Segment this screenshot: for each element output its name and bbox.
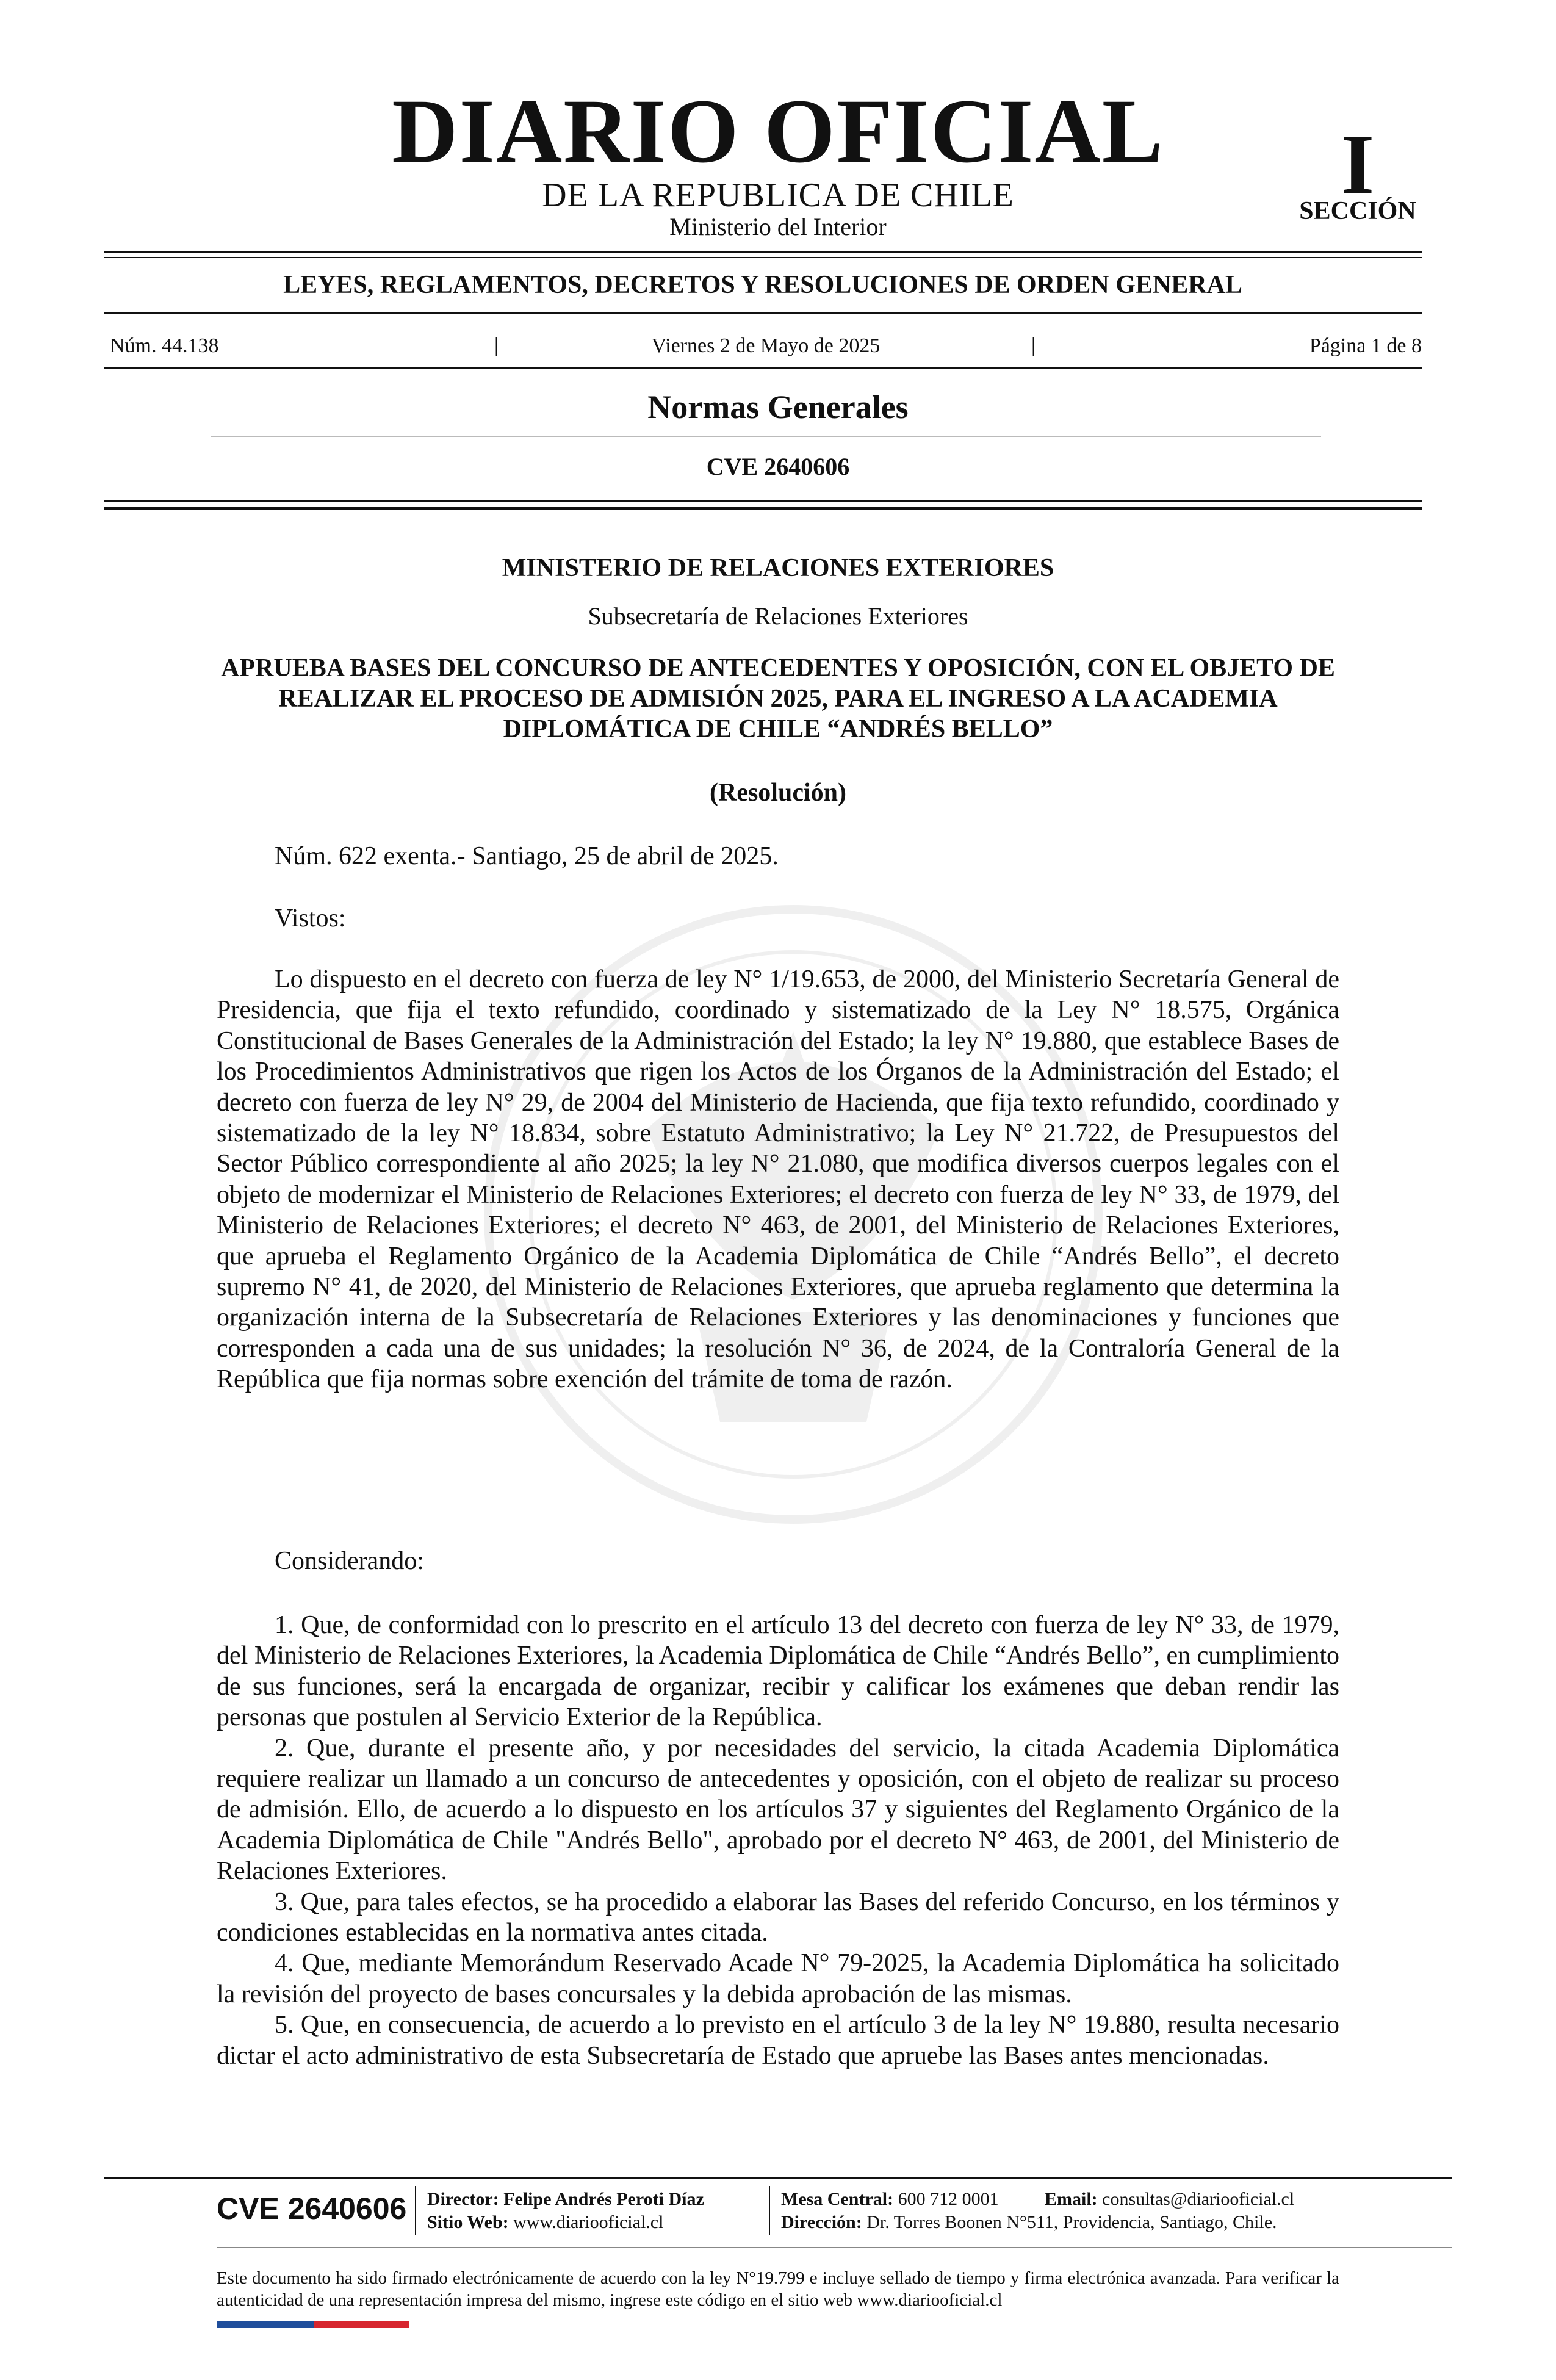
section-numeral: I	[1341, 117, 1375, 212]
considerandos-list	[217, 1610, 1339, 2071]
address-text: Dr. Torres Boonen N°511, Providencia, Santiago, Chile.	[866, 2212, 1277, 2232]
vistos-section-label	[217, 903, 1339, 934]
mesa-phone: 600 712 0001	[898, 2189, 999, 2209]
section-heading-underline	[211, 436, 1321, 437]
email-label: Email:	[1045, 2189, 1098, 2209]
considerando-item: 5. Que, en consecuencia, de acuerdo a lo previsto en el artículo 3 de la ley N° 19.880, resulta necesario dictar el acto administrativo de esta Subsecretaría de Estado que apruebe las Bases antes mencionadas.	[217, 2011, 1339, 2070]
footer-separator	[415, 2186, 416, 2235]
issue-date: Viernes 2 de Mayo de 2025	[651, 334, 881, 357]
category-divider	[104, 312, 1422, 314]
issue-divider	[104, 367, 1422, 369]
footer-email-block	[1045, 2188, 1294, 2211]
vistos-paragraph	[217, 964, 1339, 1395]
masthead-title: DIARIO OFICIAL	[392, 81, 1164, 182]
footer-separator	[769, 2186, 770, 2235]
address-label: Dirección:	[781, 2212, 862, 2232]
vistos-label: Vistos:	[275, 904, 346, 932]
considerando-label: Considerando:	[275, 1547, 424, 1575]
issue-info-row	[110, 336, 1422, 358]
ministry-name: MINISTERIO DE RELACIONES EXTERIORES	[502, 554, 1054, 582]
footer-divider	[217, 2247, 1452, 2248]
document-title: APRUEBA BASES DEL CONCURSO DE ANTECEDENTES Y OPOSICIÓN, CON EL OBJETO DE REALIZAR EL PROCESO DE ADMISIÓN 2025, PARA EL INGRESO A LA ACADEMIA DIPLOMÁTICA DE CHILE “ANDRÉS BELLO”	[221, 654, 1335, 743]
considerando-item: 3. Que, para tales efectos, se ha procedido a elaborar las Bases del referido Concurso, en los términos y condiciones establecidas en la normativa antes citada.	[217, 1888, 1339, 1947]
header-divider	[104, 507, 1422, 510]
website-label: Sitio Web:	[427, 2212, 509, 2232]
issue-separator: |	[1031, 334, 1036, 357]
vistos-text: Lo dispuesto en el decreto con fuerza de ley N° 1/19.653, de 2000, del Ministerio Secretaría General de Presidencia, que fija el texto refundido, coordinado y sistematizado de la Ley N° 18.575, Orgánica Constitucional de Bases Generales de la Administración del Estado; la ley N° 19.880, que establece Bases de los Procedimientos Administrativos que rigen los Actos de los Órganos de la Administración del Estado; el decreto con fuerza de ley N° 29, de 2004 del Ministerio de Hacienda, que fija texto refundido, coordinado y sistematizado de la ley N° 18.834, sobre Estatuto Administrativo; la Ley N° 21.722, de Presupuestos del Sector Público correspondiente al año 2025; la ley N° 21.080, que modifica diversos cuerpos legales con el objeto de modernizar el Ministerio de Relaciones Exteriores; el decreto con fuerza de ley N° 33, de 1979, del Ministerio de Relaciones Exteriores; el decreto N° 463, de 2001, del Ministerio de Relaciones Exteriores, que aprueba el Reglamento Orgánico de la Academia Diplomática de Chile “Andrés Bello”, el decreto supremo N° 41, de 2020, del Ministerio de Relaciones Exteriores, que aprueba reglamento que determina la organización interna de la Subsecretaría de Relaciones Exteriores y las denominaciones y funciones que corresponden a cada una de sus unidades; la resolución N° 36, de 2024, de la Contraloría General de la República que fija normas sobre exención del trámite de toma de razón.	[217, 965, 1339, 1394]
director-name: Felipe Andrés Peroti Díaz	[503, 2189, 704, 2209]
section-label: SECCIÓN	[1299, 197, 1416, 225]
masthead-ministry: Ministerio del Interior	[669, 213, 887, 240]
flag-stripe-red	[314, 2321, 409, 2328]
category-heading: LEYES, REGLAMENTOS, DECRETOS Y RESOLUCIONES DE ORDEN GENERAL	[283, 271, 1242, 299]
footer-cve-code: CVE 2640606	[217, 2191, 407, 2226]
flag-stripe-blue	[217, 2321, 314, 2328]
mesa-label: Mesa Central:	[781, 2189, 894, 2209]
footer-divider	[104, 2177, 1452, 2179]
section-heading: Normas Generales	[647, 389, 909, 425]
resolution-number-line	[217, 841, 1339, 871]
issue-number: Núm. 44.138	[110, 334, 219, 357]
page-indicator: Página 1 de 8	[1309, 334, 1422, 357]
considerando-section-label	[217, 1546, 1339, 1576]
considerando-item: 2. Que, durante el presente año, y por necesidades del servicio, la citada Academia Diplomática requiere realizar un llamado a un concurso de antecedentes y oposición, con el objeto de realizar su proceso de admisión. Ello, de acuerdo a lo dispuesto en los artículos 37 y siguientes del Reglamento Orgánico de la Academia Diplomática de Chile "Andrés Bello", aprobado por el decreto N° 463, de 2001, del Ministerio de Relaciones Exteriores.	[217, 1734, 1339, 1886]
masthead-subtitle: DE LA REPUBLICA DE CHILE	[542, 176, 1014, 214]
email-link[interactable]: consultas@diariooficial.cl	[1102, 2189, 1295, 2209]
issue-separator: |	[494, 334, 499, 357]
considerando-item: 4. Que, mediante Memorándum Reservado Acade N° 79-2025, la Academia Diplomática ha solicitado la revisión del proyecto de bases concursales y la debida aprobación de las mismas.	[217, 1949, 1339, 2008]
masthead-divider	[104, 251, 1422, 253]
considerando-item: 1. Que, de conformidad con lo prescrito en el artículo 13 del decreto con fuerza de ley N° 33, de 1979, del Ministerio de Relaciones Exteriores, la Academia Diplomática de Chile “Andrés Bello”, en cumplimiento de sus funciones, será la encargada de organizar, recibir y calificar los exámenes que deban rendir las personas que postulen al Servicio Exterior de la República.	[217, 1611, 1339, 1732]
footer-notice: Este documento ha sido firmado electrónicamente de acuerdo con la ley N°19.799 e incluye sellado de tiempo y firma electrónica avanzada. Para verificar la autenticidad de una representación impresa del mismo, ingrese este código en el sitio web www.diariooficial.cl	[217, 2268, 1339, 2310]
cve-code: CVE 2640606	[706, 453, 850, 480]
document-type: (Resolución)	[710, 779, 846, 807]
masthead-divider	[104, 257, 1422, 258]
director-label: Director:	[427, 2189, 499, 2209]
subsecretaria-name: Subsecretaría de Relaciones Exteriores	[588, 602, 968, 630]
resolution-number: Núm. 622 exenta.- Santiago, 25 de abril de 2025.	[275, 842, 779, 870]
footer-director-block	[427, 2188, 704, 2234]
website-link[interactable]: www.diariooficial.cl	[513, 2212, 664, 2232]
header-divider	[104, 500, 1422, 502]
